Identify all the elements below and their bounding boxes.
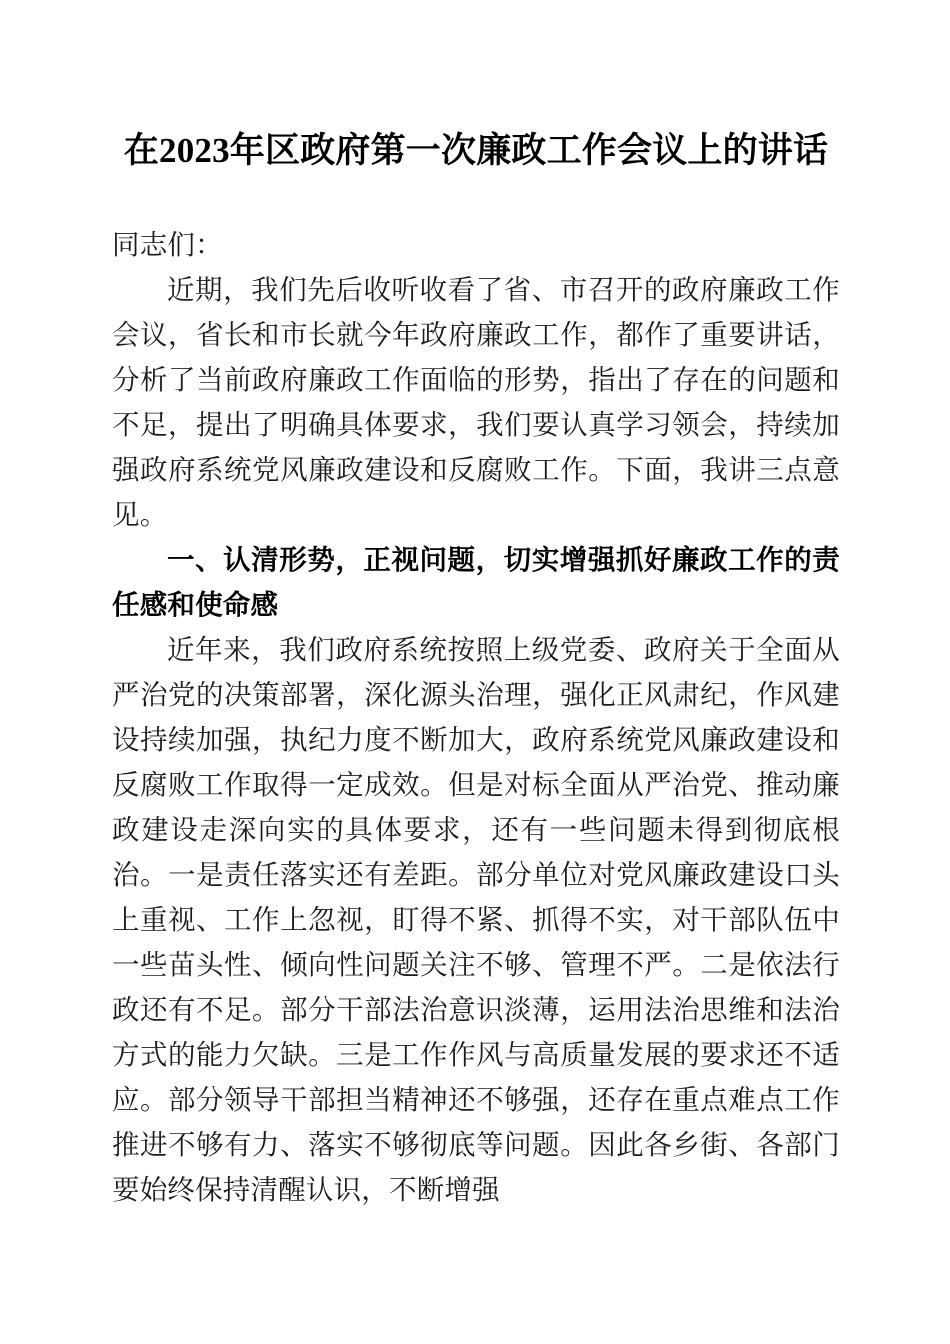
title-body-spacer [112,173,840,222]
salutation-line: 同志们： [112,229,223,260]
document-content [112,0,840,1212]
paragraph-intro: 近期，我们先后收听收看了省、市召开的政府廉政工作会议，省长和市长就今年政府廉政工作，都作了重要讲话，分析了当前政府廉政工作面临的形势，指出了存在的问题和不足，提出了明确具体要求，我们要认真学习领会，持续加强政府系统党风廉政建设和反腐败工作。下面，我讲三点意见。 [112,274,840,530]
paragraph-section-1-body: 近年来，我们政府系统按照上级党委、政府关于全面从严治党的决策部署，深化源头治理，强化正风肃纪，作风建设持续加强，执纪力度不断加大，政府系统党风廉政建设和反腐败工作取得一定成效。但是对标全面从严治党、推动廉政建设走深向实的具体要求，还有一些问题未得到彻底根治。一是责任落实还有差距。部分单位对党风廉政建设口头上重视、工作上忽视，盯得不紧、抓得不实，对干部队伍中一些苗头性、倾向性问题关注不够、管理不严。二是依法行政还有不足。部分干部法治意识淡薄，运用法治思维和法治方式的能力欠缺。三是工作作风与高质量发展的要求还不适应。部分领导干部担当精神还不够强，还存在重点难点工作推进不够有力、落实不够彻底等问题。因此各乡街、各部门要始终保持清醒认识，不断增强 [112,634,840,1205]
section-heading-1: 一、认清形势，正视问题，切实增强抓好廉政工作的责任感和使命感 [112,544,840,620]
page-title: 在2023年区政府第一次廉政工作会议上的讲话 [123,131,829,170]
